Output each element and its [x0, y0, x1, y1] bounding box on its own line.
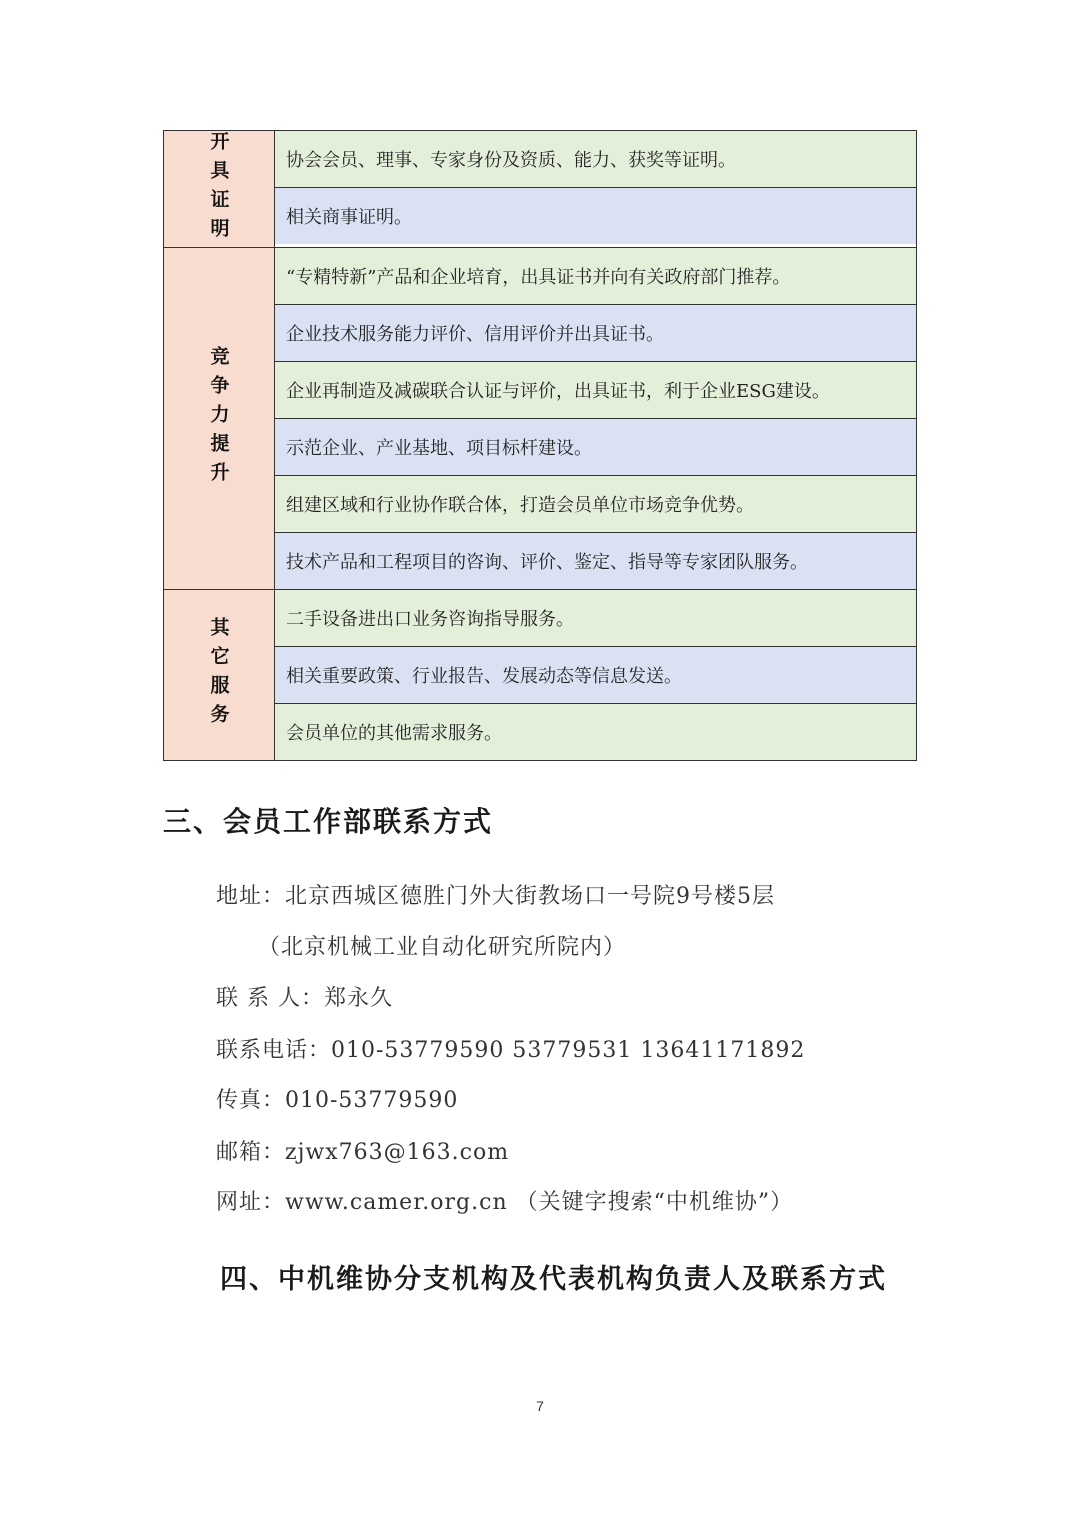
table-row: 相关商事证明。	[275, 188, 916, 244]
table-row: 企业再制造及减碳联合认证与评价，出具证书，利于企业ESG建设。	[275, 362, 916, 419]
table-row: 组建区域和行业协作联合体，打造会员单位市场竞争优势。	[275, 476, 916, 533]
table-group-certificates	[164, 131, 916, 248]
table-group-competitiveness	[164, 248, 916, 590]
page-number: 7	[536, 1398, 544, 1414]
category-cell	[164, 590, 275, 760]
fax-line: 传真：010-53779590	[216, 1088, 459, 1113]
table-row: 示范企业、产业基地、项目标杆建设。	[275, 419, 916, 476]
category-cell	[164, 248, 275, 589]
website-line: 网址：www.camer.org.cn （关键字搜索“中机维协”）	[216, 1190, 794, 1215]
address-line: 地址：北京西城区德胜门外大街教场口一号院9号楼5层	[216, 884, 775, 909]
phone-line: 联系电话：010-53779590 53779531 13641171892	[216, 1038, 806, 1063]
email-line: 邮箱：zjwx763@163.com	[216, 1140, 510, 1165]
table-row: 相关重要政策、行业报告、发展动态等信息发送。	[275, 647, 916, 704]
section3-heading: 三、会员工作部联系方式	[163, 805, 494, 838]
category-label: 其它服务	[207, 617, 230, 733]
table-row: 企业技术服务能力评价、信用评价并出具证书。	[275, 305, 916, 362]
table-group-other-services	[164, 590, 916, 760]
category-label: 开具证明	[207, 131, 230, 247]
table-row: 二手设备进出口业务咨询指导服务。	[275, 590, 916, 647]
table-row: “专精特新”产品和企业培育，出具证书并向有关政府部门推荐。	[275, 248, 916, 305]
table-row: 会员单位的其他需求服务。	[275, 704, 916, 760]
category-cell	[164, 131, 275, 247]
table-row: 协会会员、理事、专家身份及资质、能力、获奖等证明。	[275, 131, 916, 188]
section4-heading: 四、中机维协分支机构及代表机构负责人及联系方式	[220, 1264, 887, 1295]
category-label: 竞争力提升	[207, 346, 230, 491]
table-row: 技术产品和工程项目的咨询、评价、鉴定、指导等专家团队服务。	[275, 533, 916, 589]
services-table	[163, 130, 917, 761]
address-note-line: （北京机械工业自动化研究所院内）	[258, 935, 627, 960]
contact-person-line: 联 系 人：郑永久	[216, 986, 393, 1011]
